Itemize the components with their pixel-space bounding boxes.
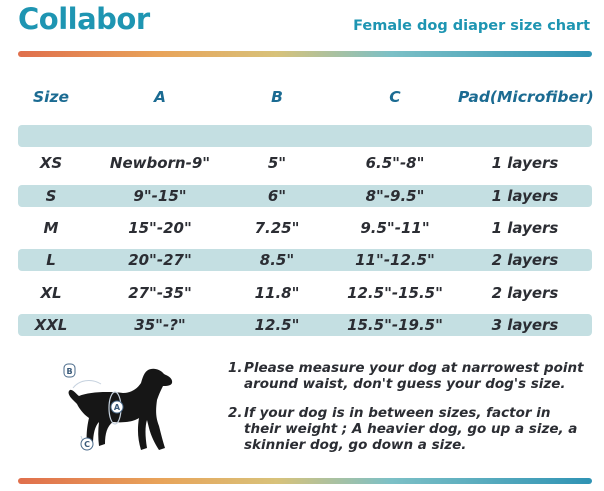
size-cell: L xyxy=(46,251,56,269)
table-row xyxy=(18,217,592,239)
note-number: 1. xyxy=(228,360,243,376)
size-cell: S xyxy=(45,187,57,205)
a-cell: 27"-35" xyxy=(128,284,192,302)
table-row xyxy=(18,314,592,336)
size-cell: XL xyxy=(40,284,62,302)
label-b: B xyxy=(66,367,73,376)
c-cell: 6.5"-8" xyxy=(365,154,425,172)
dog-measurement-diagram xyxy=(55,356,185,456)
note-number: 2. xyxy=(228,405,243,421)
column-header-pad: Pad(Microfiber) xyxy=(458,88,594,106)
c-cell: 11"-12.5" xyxy=(355,251,435,269)
c-cell: 8"-9.5" xyxy=(365,187,425,205)
note-item xyxy=(228,405,588,453)
b-cell: 8.5" xyxy=(259,251,295,269)
a-cell: Newborn-9" xyxy=(109,154,211,172)
column-header-c: C xyxy=(389,88,401,106)
label-b-marker xyxy=(64,364,75,377)
column-header-a: A xyxy=(154,88,166,106)
b-cell: 11.8" xyxy=(254,284,300,302)
label-c-marker xyxy=(81,438,93,450)
label-a-marker xyxy=(111,401,123,413)
note-item xyxy=(228,360,588,392)
brand-logo: Collabor xyxy=(18,2,150,36)
note-text: Please measure your dog at narrowest point around waist, don't guess your dog's size. xyxy=(244,360,584,392)
size-cell: XXL xyxy=(34,316,68,334)
c-cell: 15.5"-19.5" xyxy=(347,316,443,334)
a-cell: 15"-20" xyxy=(128,219,192,237)
a-cell: 20"-27" xyxy=(128,251,192,269)
b-cell: 6" xyxy=(267,187,287,205)
label-c: C xyxy=(84,440,90,449)
table-row xyxy=(18,185,592,207)
top-gradient-divider xyxy=(18,51,592,57)
a-cell: 9"-15" xyxy=(133,187,187,205)
b-cell: 7.25" xyxy=(254,219,300,237)
pad-cell: 1 layers xyxy=(491,219,559,237)
table-row xyxy=(18,249,592,271)
pad-cell: 2 layers xyxy=(491,284,559,302)
note-text: If your dog is in between sizes, factor in their weight ; A heavier dog, go up a size, a skinnier dog, go down a size. xyxy=(244,405,578,453)
label-a: A xyxy=(113,403,121,412)
pad-cell: 1 layers xyxy=(491,187,559,205)
size-cell: M xyxy=(43,219,59,237)
b-cell: 5" xyxy=(267,154,287,172)
header-divider-band xyxy=(18,125,592,147)
table-header-row xyxy=(18,86,592,108)
b-cell: 12.5" xyxy=(254,316,300,334)
diagram-label-layer xyxy=(55,356,185,456)
pad-cell: 1 layers xyxy=(491,154,559,172)
column-header-size: Size xyxy=(32,88,69,106)
c-cell: 9.5"-11" xyxy=(360,219,430,237)
pad-cell: 2 layers xyxy=(491,251,559,269)
bottom-gradient-divider xyxy=(18,478,592,484)
page-subtitle: Female dog diaper size chart xyxy=(353,18,590,34)
a-cell: 35"-?" xyxy=(134,316,186,334)
pad-cell: 3 layers xyxy=(491,316,559,334)
table-row xyxy=(18,152,592,174)
column-header-b: B xyxy=(271,88,283,106)
measurement-notes xyxy=(228,360,588,466)
c-cell: 12.5"-15.5" xyxy=(347,284,443,302)
table-row xyxy=(18,282,592,304)
size-cell: XS xyxy=(39,154,63,172)
